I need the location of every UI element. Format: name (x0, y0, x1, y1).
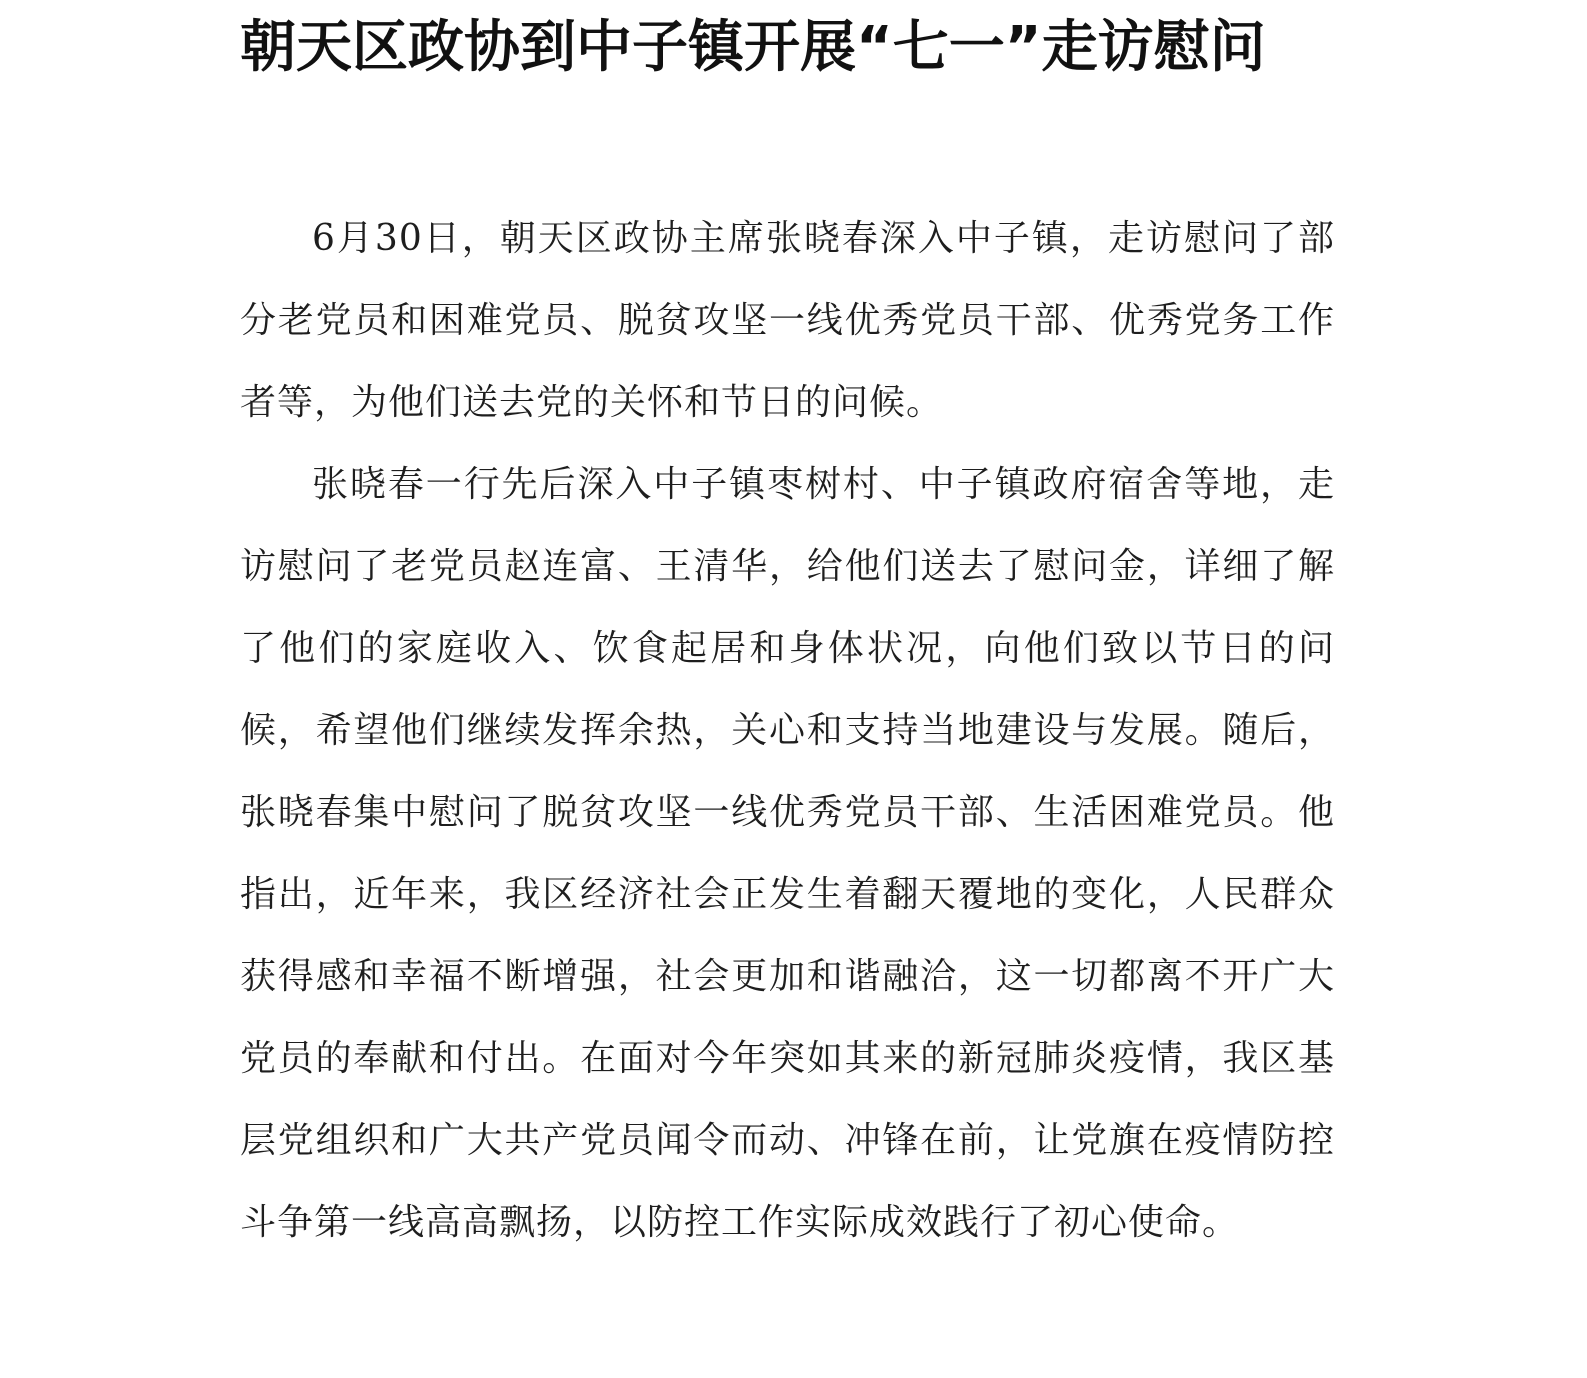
page-title: 朝天区政协到中子镇开展“七一”走访慰问 (240, 15, 1266, 80)
article-body (240, 198, 1335, 1264)
paragraph: 张晓春一行先后深入中子镇枣树村、中子镇政府宿舍等地，走访慰问了老党员赵连富、王清华，给他们送去了慰问金，详细了解了他们的家庭收入、饮食起居和身体状况，向他们致以节日的问候，希望他们继续发挥余热，关心和支持当地建设与发展。随后，张晓春集中慰问了脱贫攻坚一线优秀党员干部、生活困难党员。他指出，近年来，我区经济社会正发生着翻天覆地的变化，人民群众获得感和幸福不断增强，社会更加和谐融洽，这一切都离不开广大党员的奉献和付出。在面对今年突如其来的新冠肺炎疫情，我区基层党组织和广大共产党员闻令而动、冲锋在前，让党旗在疫情防控斗争第一线高高飘扬，以防控工作实际成效践行了初心使命。 (240, 464, 1335, 1243)
paragraph: 6月30日，朝天区政协主席张晓春深入中子镇，走访慰问了部分老党员和困难党员、脱贫攻坚一线优秀党员干部、优秀党务工作者等，为他们送去党的关怀和节日的问候。 (240, 218, 1335, 423)
document-page (240, 0, 1335, 1264)
